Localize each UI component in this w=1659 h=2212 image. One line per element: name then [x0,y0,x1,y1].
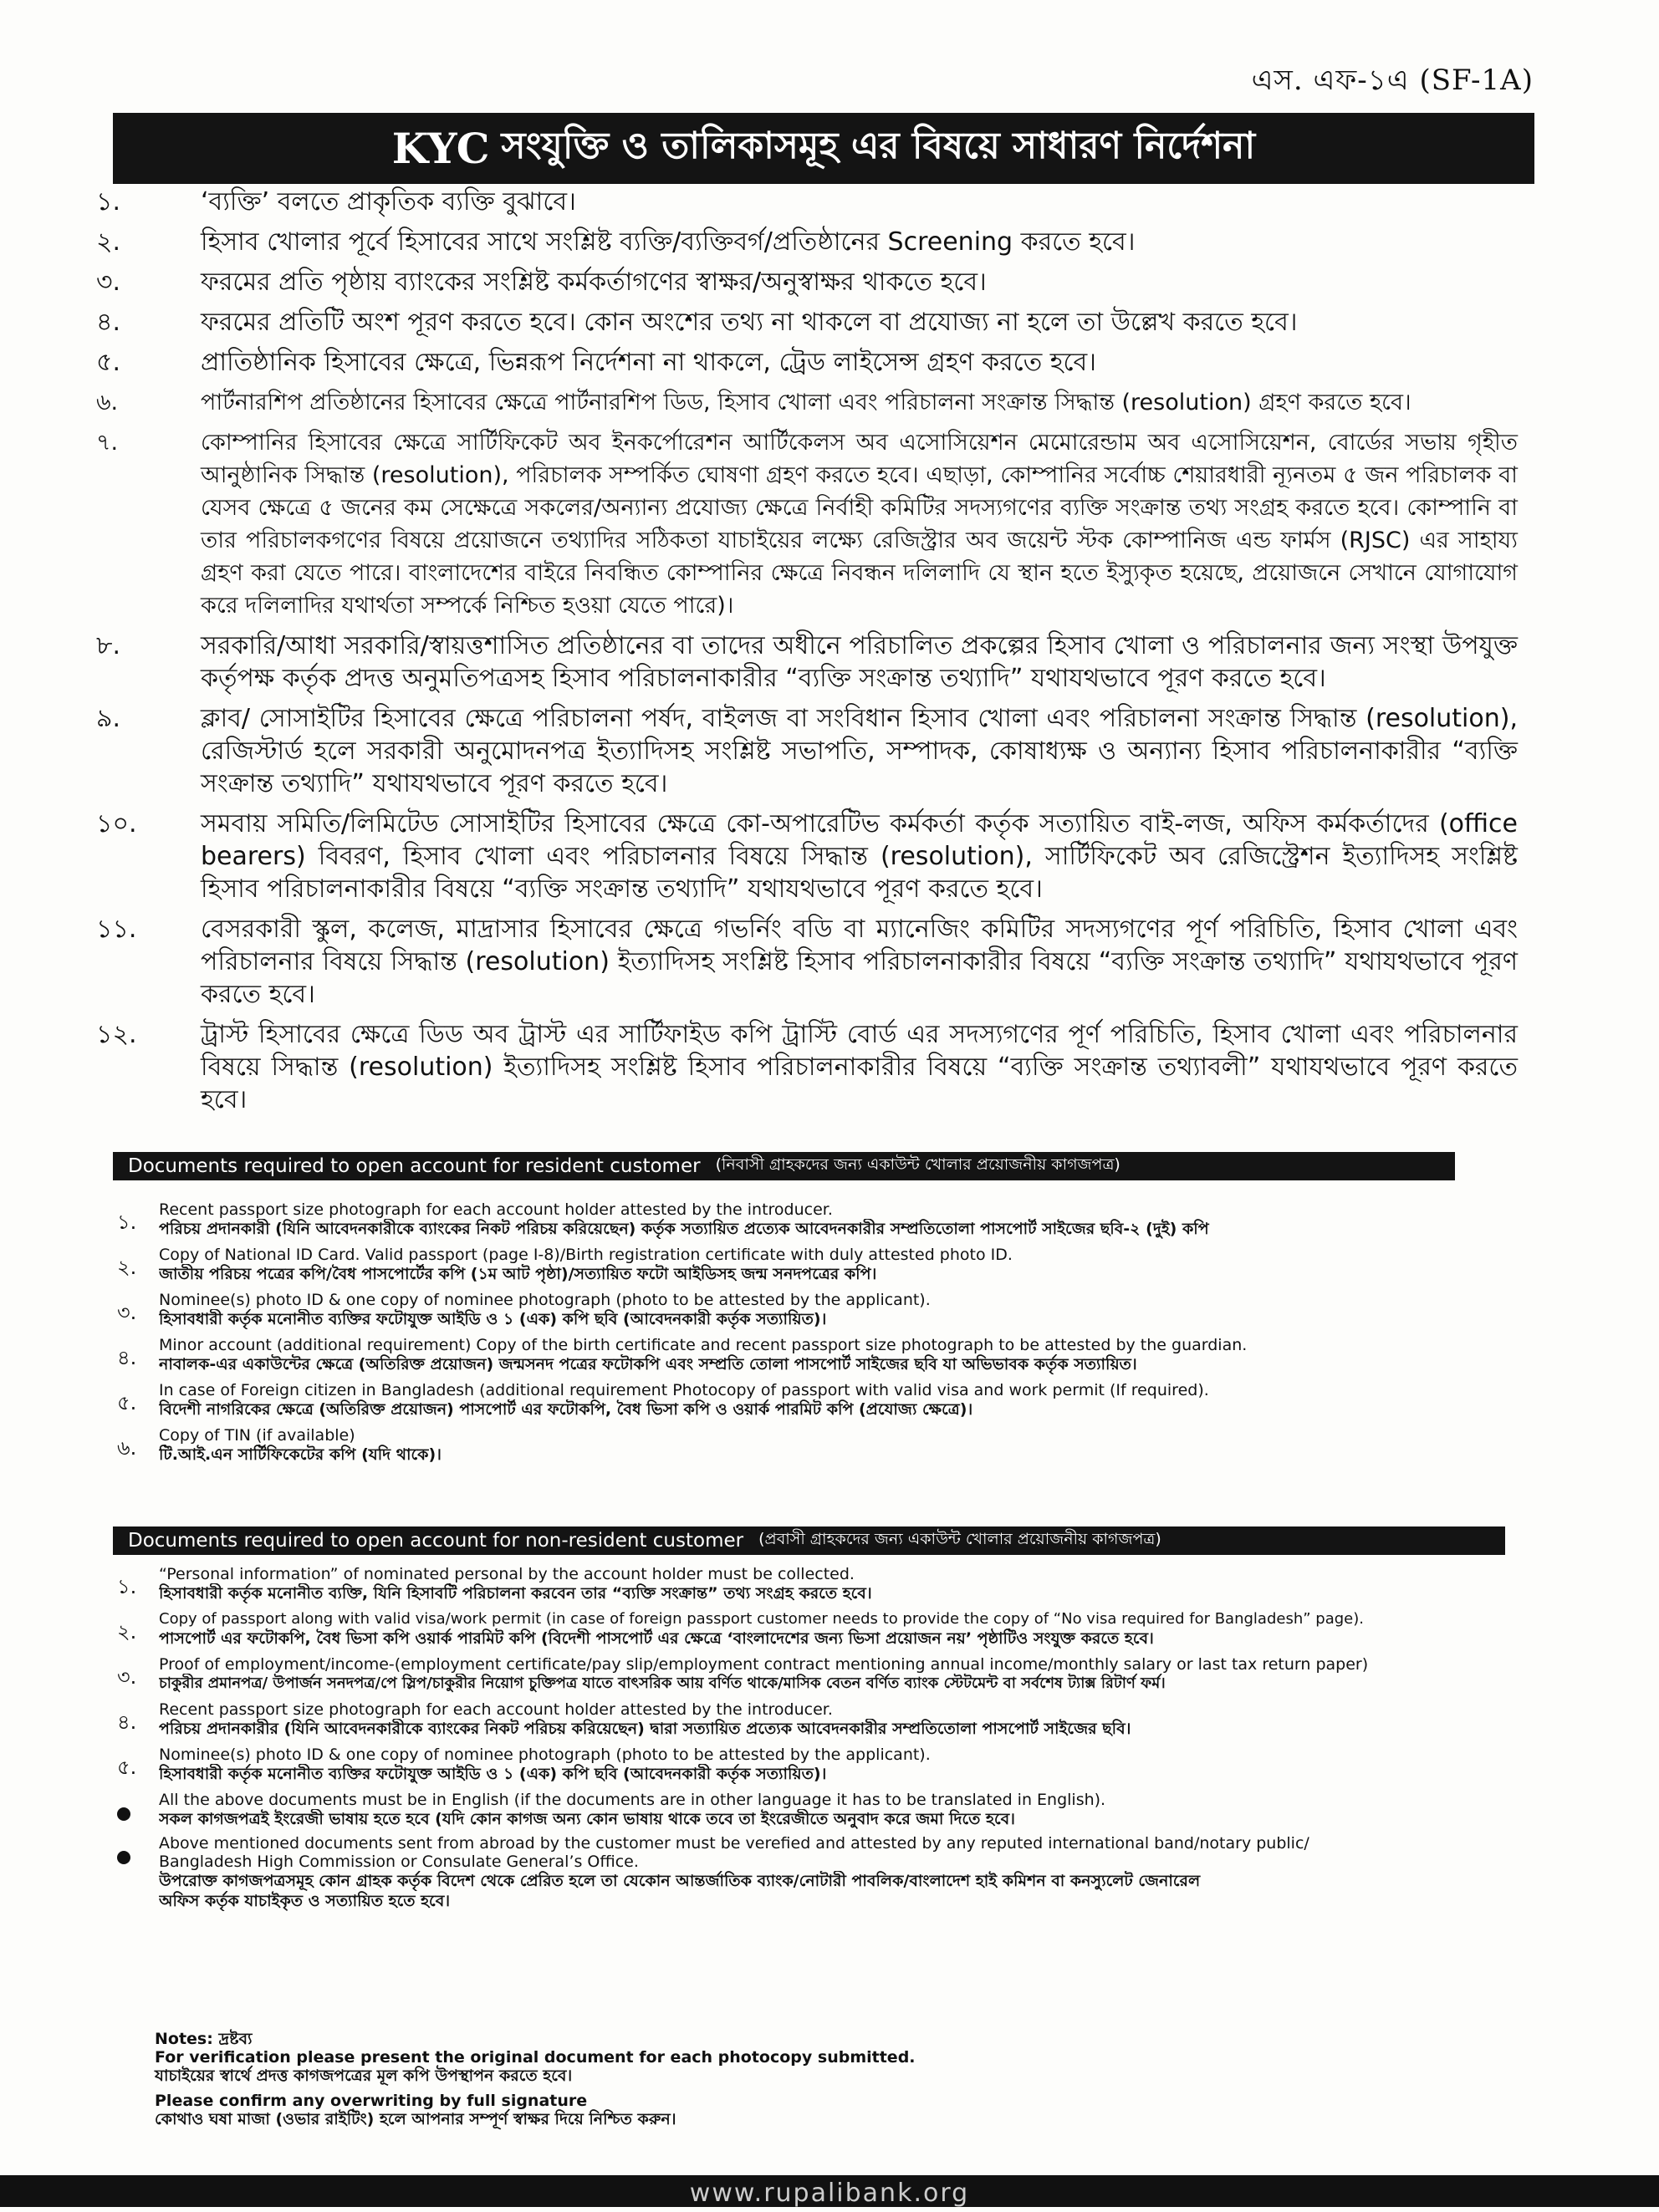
item-num: ৬. [117,1436,137,1460]
instruction-num: ৫. [96,348,121,377]
footer-website: www.rupalibank.org [0,2175,1659,2207]
nonresident-heading-bn: (প্রবাসী গ্রাহকদের জন্য একাউন্ট খোলার প্রয়োজনীয় কাগজপত্র) [758,1530,1161,1548]
item-text-bn: হিসাবধারী কর্তৃক মনোনীত ব্যক্তি, যিনি হিসাবটি পরিচালনা করবেন তার “ব্যক্তি সংক্রান্ত” তথ্য সংগ্রহ করতে হবে। [159,1584,872,1603]
item-text-bn: হিসাবধারী কর্তৃক মনোনীত ব্যক্তির ফটোযুক্ত আইডি ও ১ (এক) কপি ছবি (আবেদনকারী কর্তৃক সত্যায়িত)। [159,1765,827,1783]
instruction-item [79,808,1518,905]
title-text: সংযুক্তি ও তালিকাসমূহ এর বিষয়ে সাধারণ নির্দেশনা [501,125,1256,167]
notes-line2-bn: কোথাও ঘষা মাজা (ওভার রাইটিং) হলে আপনার সম্পূর্ণ স্বাক্ষর দিয়ে নিশ্চিত করুন। [155,2110,676,2128]
instruction-item [79,1018,1518,1116]
instruction-item [79,702,1518,800]
instruction-item [79,306,1518,339]
item-num: ২. [117,1256,137,1279]
item-num: ৩. [117,1665,137,1689]
item-text-bn: উপরোক্ত কাগজপত্রসমূহ কোন গ্রাহক কর্তৃক বিদেশ থেকে প্রেরিত হলে তা যেকোন আন্তর্জাতিক ব্যাংক/নোটারী পাবলিক/বাংলাদেশ হাই কমিশন বা কনস্যুলেট জেনারেল [159,1872,1201,1890]
instruction-num: ৮. [96,631,121,660]
instruction-num: ১. [96,187,121,217]
instruction-text: ‘ব্যক্তি’ বলতে প্রাকৃতিক ব্যক্তি বুঝাবে। [201,187,576,217]
instruction-item [79,386,1518,419]
item-text-en: All the above documents must be in English (if the documents are in other language it has to be translated in English). [159,1791,1106,1809]
instruction-text: কোম্পানির হিসাবের ক্ষেত্রে সার্টিফিকেট অব ইনকর্পোরেশন আর্টিকেলস অব এসোসিয়েশন মেমোরেন্ডাম অব এসোসিয়েশন, বোর্ডের সভায় গৃহীত আনুষ্ঠানিক সিদ্ধান্ত (resolution), পরিচালক সম্পর্কিত ঘোষণা গ্রহণ করতে হবে। এছাড়া, কোম্পানির সর্বোচ্চ শেয়ারধারী ন্যূনতম ৫ জন পরিচালক বা যেসব ক্ষেত্রে ৫ জনের কম সেক্ষেত্রে সকলের/অন্যান্য প্রযোজ্য ক্ষেত্রে নির্বাহী কমিটির সদস্যগণের ব্যক্তি সংক্রান্ত তথ্য সংগ্রহ করতে হবে। কোম্পানি বা তার পরিচালকগণের বিষয়ে প্রয়োজনে তথ্যাদির সঠিকতা যাচাইয়ের লক্ষ্যে রেজিস্ট্রার অব জয়েন্ট স্টক কোম্পানিজ এন্ড ফার্মস (RJSC) এর সাহায্য গ্রহণ করা যেতে পারে। বাংলাদেশের বাইরে নিবন্ধিত কোম্পানির ক্ষেত্রে নিবন্ধন দলিলাদি যে স্থান হতে ইস্যুকৃত হয়েছে, প্রয়োজনে সেখানে যোগাযোগ করে দলিলাদির যথার্থতা সম্পর্কে নিশ্চিত হওয়া যেতে পারে)। [201,430,1518,619]
instruction-text: ফরমের প্রতি পৃষ্ঠায় ব্যাংকের সংশ্লিষ্ট কর্মকর্তাগণের স্বাক্ষর/অনুস্বাক্ষর থাকতে হবে। [201,268,987,297]
list-item [117,1746,1539,1786]
item-text-bn: চাকুরীর প্রমানপত্র/ উপার্জন সনদপত্র/পে স্লিপ/চাকুরীর নিয়োগ চুক্তিপত্র যাতে বাৎসরিক আয় বর্ণিত থাকে/মাসিক বেতন বর্ণিত ব্যাংক স্টেটমেন্ট বা সর্বশেষ ট্যাক্স রিটার্ণ ফর্ম। [159,1674,1166,1692]
item-text-en-cont: Bangladesh High Commission or Consulate General’s Office. [159,1853,639,1871]
list-item [117,1291,1539,1331]
item-text-bn: পরিচয় প্রদানকারীর (যিনি আবেদনকারীকে ব্যাংকের নিকট পরিচয় করিয়েছেন) দ্বারা সত্যায়িত প্রত্যেক আবেদনকারীর সম্প্রতিতোলা পাসপোর্ট সাইজের ছবি। [159,1720,1131,1738]
nonresident-heading-en: Documents required to open account for non-resident customer [128,1530,744,1552]
item-num: ৫. [117,1391,137,1414]
item-text-bn: জাতীয় পরিচয় পত্রের কপি/বৈধ পাসপোর্টের কপি (১ম আট পৃষ্ঠা)/সত্যায়িত ফটো আইডিসহ জন্ম সনদপত্রের কপি। [159,1265,877,1283]
item-text-bn: পাসপোর্ট এর ফটোকপি, বৈধ ভিসা কপি ওয়ার্ক পারমিট কপি (বিদেশী পাসপোর্ট এর ক্ষেত্রে ‘বাংলাদেশের জন্য ভিসা প্রয়োজন নয়’ পৃষ্ঠাটিও সংযুক্ত করতে হবে। [159,1629,1154,1648]
list-item [117,1381,1539,1421]
item-text-bn: নাবালক-এর একাউন্টের ক্ষেত্রে (অতিরিক্ত প্রয়োজন) জন্মসনদ পত্রের ফটোকপি এবং সম্প্রতি তোলা পাসপোর্ট সাইজের ছবি যা অভিভাবক কর্তৃক সত্যায়িত। [159,1355,1137,1374]
item-text-bn: সকল কাগজপত্রই ইংরেজী ভাষায় হতে হবে (যদি কোন কাগজ অন্য কোন ভাষায় থাকে তবে তা ইংরেজীতে অনুবাদ করে জমা দিতে হবে। [159,1810,1015,1828]
resident-heading-bn: (নিবাসী গ্রাহকদের জন্য একাউন্ট খোলার প্রয়োজনীয় কাগজপত্র) [715,1155,1120,1174]
instruction-num: ৯. [96,704,121,733]
instruction-text: ট্রাস্ট হিসাবের ক্ষেত্রে ডিড অব ট্রাস্ট এর সার্টিফাইড কপি ট্রাস্টি বোর্ড এর সদস্যগণের পূর্ণ পরিচিতি, হিসাব খোলা এবং পরিচালনার বিষয়ে সিদ্ধান্ত (resolution) ইত্যাদিসহ সংশ্লিষ্ট হিসাব পরিচালনাকারীর বিষয়ে “ব্যক্তি সংক্রান্ত তথ্যাবলী” যথাযথভাবে পূরণ করতে হবে। [201,1020,1518,1114]
item-text-en: Nominee(s) photo ID & one copy of nominee photograph (photo to be attested by the applicant). [159,1291,931,1309]
notes-line2-en: Please confirm any overwriting by full signature [155,2092,588,2110]
bullet-icon [117,1807,130,1821]
nonresident-doc-list [117,1565,1539,1916]
item-text-en: In case of Foreign citizen in Bangladesh (additional requirement Photocopy of passport with valid visa and work permit (If required). [159,1381,1209,1399]
item-num: ২. [117,1620,137,1644]
notes-line1-en: For verification please present the original document for each photocopy submitted. [155,2048,916,2067]
instruction-num: ৩. [96,268,121,297]
bullet-item [117,1791,1539,1829]
instruction-text: সরকারি/আধা সরকারি/স্বায়ত্তশাসিত প্রতিষ্ঠানের বা তাদের অধীনে পরিচালিত প্রকল্পের হিসাব খোলা ও পরিচালনার জন্য সংস্থা উপযুক্ত কর্তৃপক্ষ কর্তৃক প্রদত্ত অনুমতিপত্রসহ হিসাব পরিচালনাকারীর “ব্যক্তি সংক্রান্ত তথ্যাদি” যথাযথভাবে পূরণ করতে হবে। [201,631,1518,693]
item-num: ১. [117,1210,137,1234]
instruction-text: পার্টনারশিপ প্রতিষ্ঠানের হিসাবের ক্ষেত্রে পার্টনারশিপ ডিড, হিসাব খোলা এবং পরিচালনা সংক্রান্ত সিদ্ধান্ত (resolution) গ্রহণ করতে হবে। [201,390,1411,415]
instruction-item [79,426,1518,622]
item-text-bn: টি.আই.এন সার্টিফিকেটের কপি (যদি থাকে)। [159,1445,442,1464]
notes [155,2030,1493,2128]
item-text-en: Recent passport size photograph for each account holder attested by the introducer. [159,1700,833,1719]
instruction-num: ৭. [96,430,119,456]
instruction-num: ১১. [96,915,137,944]
instruction-item [79,226,1518,258]
instruction-list [79,186,1518,1124]
instruction-item [79,913,1518,1011]
list-item [117,1565,1539,1605]
instruction-num: ১২. [96,1020,137,1049]
resident-heading-en: Documents required to open account for resident customer [128,1155,701,1177]
list-item [117,1655,1539,1695]
resident-doc-list [117,1200,1539,1471]
instruction-item [79,186,1518,218]
instruction-num: ৬. [96,390,119,415]
form-code: এস. এফ-১এ (SF-1A) [1251,64,1534,97]
instruction-text: ফরমের প্রতিটি অংশ পূরণ করতে হবে। কোন অংশের তথ্য না থাকলে বা প্রযোজ্য না হলে তা উল্লেখ করতে হবে। [201,308,1298,337]
item-text-en: “Personal information” of nominated personal by the account holder must be collected. [159,1565,855,1583]
instruction-num: ৪. [96,308,121,337]
instruction-num: ২. [96,227,121,257]
list-item [117,1246,1539,1286]
item-text-bn: হিসাবধারী কর্তৃক মনোনীত ব্যক্তির ফটোযুক্ত আইডি ও ১ (এক) কপি ছবি (আবেদনকারী কর্তৃক সত্যায়িত)। [159,1310,827,1328]
list-item [117,1336,1539,1376]
instruction-num: ১০. [96,809,137,838]
item-num: ৪. [117,1710,137,1734]
page-title [113,113,1534,184]
item-text-en: Nominee(s) photo ID & one copy of nominee photograph (photo to be attested by the applicant). [159,1746,931,1764]
item-num: ৪. [117,1346,137,1369]
item-num: ৩. [117,1301,137,1324]
resident-heading [113,1152,1455,1180]
instruction-item [79,266,1518,298]
item-text-bn-cont: অফিস কর্তৃক যাচাইকৃত ও সত্যায়িত হতে হবে। [159,1892,451,1910]
item-text-en: Copy of National ID Card. Valid passport (page I-8)/Birth registration certificate with duly attested photo ID. [159,1246,1013,1264]
notes-line1-bn: যাচাইয়ের স্বার্থে প্রদত্ত কাগজপত্রের মূল কপি উপস্থাপন করতে হবে। [155,2067,573,2085]
instruction-item [79,629,1518,695]
list-item [117,1700,1539,1741]
instruction-text: ক্লাব/ সোসাইটির হিসাবের ক্ষেত্রে পরিচালনা পর্ষদ, বাইলজ বা সংবিধান হিসাব খোলা এবং পরিচালনা সংক্রান্ত সিদ্ধান্ত (resolution), রেজিস্টার্ড হলে সরকারী অনুমোদনপত্র ইত্যাদিসহ সংশ্লিষ্ট সভাপতি, সম্পাদক, কোষাধ্যক্ষ ও অন্যান্য হিসাব পরিচালনাকারীর “ব্যক্তি সংক্রান্ত তথ্যাদি” যথাযথভাবে পূরণ করতে হবে। [201,704,1518,798]
item-num: ১. [117,1575,137,1598]
item-text-en: Recent passport size photograph for each account holder attested by the introducer. [159,1200,833,1219]
bullet-item [117,1834,1539,1911]
list-item [117,1610,1539,1650]
list-item [117,1200,1539,1241]
item-text-bn: বিদেশী নাগরিকের ক্ষেত্রে (অতিরিক্ত প্রয়োজন) পাসপোর্ট এর ফটোকপি, বৈধ ভিসা কপি ও ওয়ার্ক পারমিট কপি (প্রযোজ্য ক্ষেত্রে)। [159,1400,973,1419]
item-num: ৫. [117,1756,137,1779]
item-text-en: Minor account (additional requirement) Copy of the birth certificate and recent passport size photograph to be attested by the guardian. [159,1336,1248,1354]
notes-heading: Notes: দ্রষ্টব্য [155,2030,253,2048]
instruction-text: হিসাব খোলার পূর্বে হিসাবের সাথে সংশ্লিষ্ট ব্যক্তি/ব্যক্তিবর্গ/প্রতিষ্ঠানের Screening করতে হবে। [201,227,1136,257]
instruction-item [79,346,1518,379]
nonresident-heading [113,1526,1505,1555]
instruction-text: বেসরকারী স্কুল, কলেজ, মাদ্রাসার হিসাবের ক্ষেত্রে গভর্নিং বডি বা ম্যানেজিং কমিটির সদস্যগণের পূর্ণ পরিচিতি, হিসাব খোলা এবং পরিচালনার বিষয়ে সিদ্ধান্ত (resolution) ইত্যাদিসহ সংশ্লিষ্ট হিসাব পরিচালনাকারীর বিষয়ে “ব্যক্তি সংক্রান্ত তথ্যাদি” যথাযথভাবে পূরণ করতে হবে। [201,915,1518,1009]
item-text-en: Copy of TIN (if available) [159,1426,355,1445]
item-text-en: Proof of employment/income-(employment certificate/pay slip/employment contract mentioning annual income/monthly salary or last tax return paper) [159,1655,1369,1674]
item-text-en: Above mentioned documents sent from abroad by the customer must be verefied and attested by any reputed international band/notary public/ [159,1834,1309,1853]
instruction-text: প্রাতিষ্ঠানিক হিসাবের ক্ষেত্রে, ভিন্নরূপ নির্দেশনা না থাকলে, ট্রেড লাইসেন্স গ্রহণ করতে হবে। [201,348,1096,377]
instruction-text: সমবায় সমিতি/লিমিটেড সোসাইটির হিসাবের ক্ষেত্রে কো-অপারেটিভ কর্মকর্তা কর্তৃক সত্যায়িত বাই-লজ, অফিস কর্মকর্তাদের (office bearers) বিবরণ, হিসাব খোলা এবং পরিচালনার বিষয়ে সিদ্ধান্ত (resolution), সার্টিফিকেট অব রেজিস্ট্রেশন ইত্যাদিসহ সংশ্লিষ্ট হিসাব পরিচালনাকারীর বিষয়ে “ব্যক্তি সংক্রান্ত তথ্যাদি” যথাযথভাবে পূরণ করতে হবে। [201,809,1518,904]
item-text-bn: পরিচয় প্রদানকারী (যিনি আবেদনকারীকে ব্যাংকের নিকট পরিচয় করিয়েছেন) কর্তৃক সত্যায়িত প্রত্যেক আবেদনকারীর সম্প্রতিতোলা পাসপোর্ট সাইজের ছবি-২ (দুই) কপি [159,1220,1209,1238]
title-kyc: KYC [391,124,490,173]
bullet-icon [117,1851,130,1864]
item-text-en: Copy of passport along with valid visa/work permit (in case of foreign passport customer needs to provide the copy of “No visa required for Bangladesh” page). [159,1610,1364,1628]
list-item [117,1426,1539,1466]
